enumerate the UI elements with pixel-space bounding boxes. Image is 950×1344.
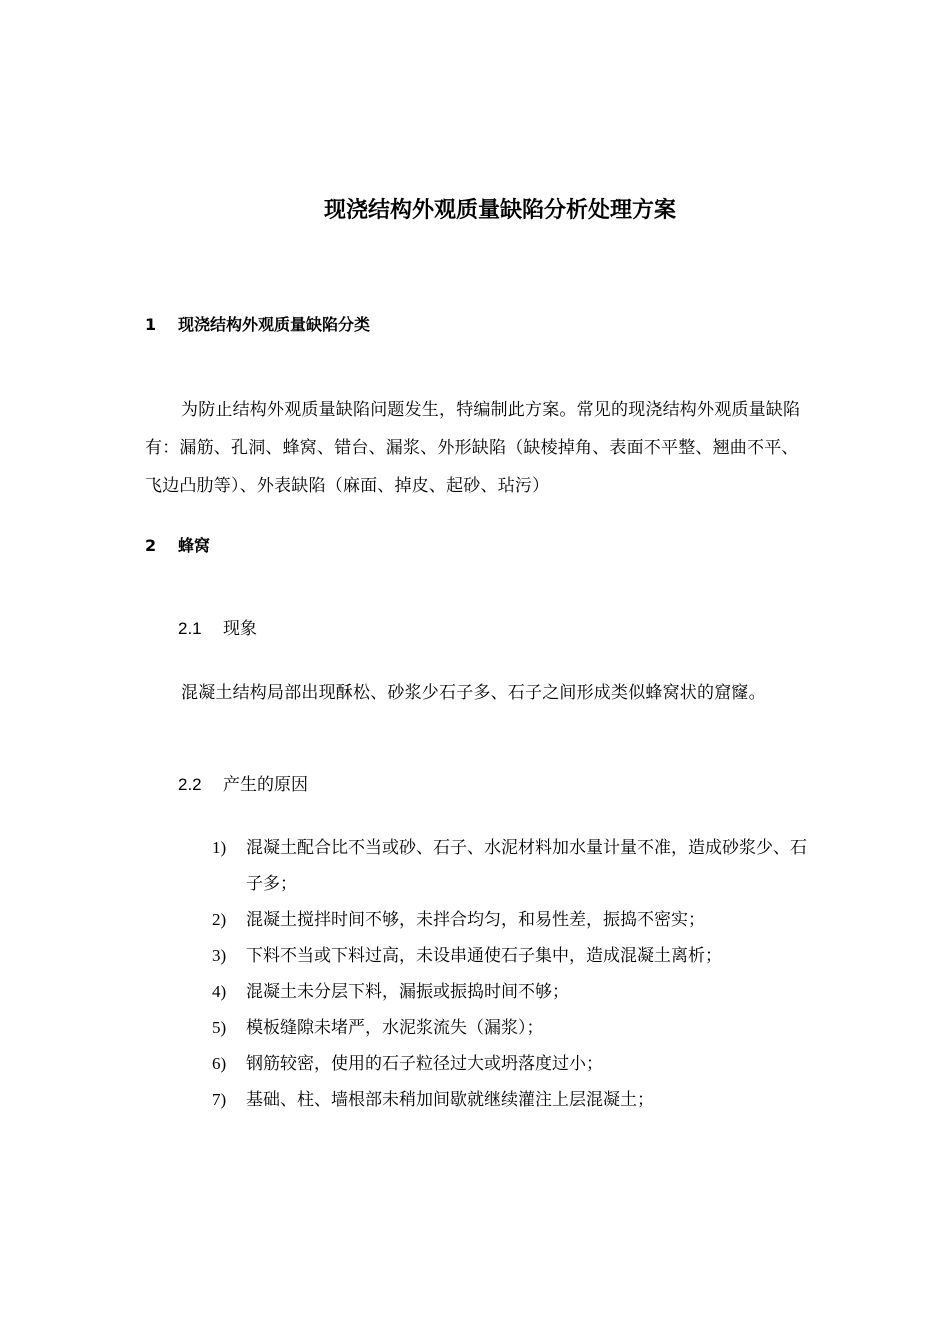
list-item-text: 基础、柱、墙根部未稍加间歇就继续灌注上层混凝土；: [246, 1090, 654, 1110]
list-item: [212, 938, 812, 974]
list-item: [212, 1010, 812, 1046]
list-item: [212, 1046, 812, 1082]
list-item-marker: 5): [212, 1018, 227, 1037]
list-item-text: 钢筋较密，使用的石子粒径过大或坍落度过小；: [246, 1054, 603, 1074]
section-1-paragraph: 为防止结构外观质量缺陷问题发生，特编制此方案。常见的现浇结构外观质量缺陷有：漏筋、孔洞、蜂窝、错台、漏浆、外形缺陷（缺棱掉角、表面不平整、翘曲不平、飞边凸肋等）、外表缺陷（麻面、掉皮、起砂、玷污）: [145, 400, 801, 496]
list-item-marker: 3): [212, 946, 227, 965]
list-item-text: 混凝土配合比不当或砂、石子、水泥材料加水量计量不准，造成砂浆少、石子多；: [246, 838, 807, 894]
list-item: [212, 974, 812, 1010]
list-item-text: 下料不当或下料过高，未设串通使石子集中，造成混凝土离析；: [246, 946, 722, 966]
list-item-marker: 2): [212, 910, 227, 929]
subsection-2-2-title: 产生的原因: [223, 775, 308, 795]
subsection-2-2-heading: [178, 773, 308, 797]
section-2-title: 蜂窝: [178, 536, 211, 555]
section-1-heading: [145, 313, 370, 337]
list-item: [212, 830, 812, 902]
causes-list: [212, 830, 812, 1118]
subsection-2-1-number: 2.1: [178, 619, 202, 638]
list-item: [212, 902, 812, 938]
section-1-title: 现浇结构外观质量缺陷分类: [178, 315, 371, 334]
section-2-heading: [145, 534, 210, 558]
subsection-2-1-paragraph: 混凝土结构局部出现酥松、砂浆少石子多、石子之间形成类似蜂窝状的窟窿。: [181, 683, 766, 703]
list-item-marker: 4): [212, 982, 227, 1001]
subsection-2-1-heading: [178, 617, 257, 641]
document-title: 现浇结构外观质量缺陷分析处理方案: [323, 198, 676, 223]
list-item-text: 混凝土搅拌时间不够，未拌合均匀，和易性差，振捣不密实；: [246, 910, 705, 930]
list-item-text: 模板缝隙未堵严，水泥浆流失（漏浆）；: [246, 1018, 544, 1038]
subsection-2-2-number: 2.2: [178, 775, 202, 794]
list-item: [212, 1082, 812, 1118]
list-item-marker: 1): [212, 838, 227, 857]
list-item-marker: 6): [212, 1054, 227, 1073]
section-1-number: 1: [145, 315, 157, 334]
list-item-marker: 7): [212, 1090, 227, 1109]
subsection-2-1-title: 现象: [223, 619, 257, 639]
section-2-number: 2: [145, 536, 157, 555]
list-item-text: 混凝土未分层下料，漏振或振捣时间不够；: [246, 982, 569, 1002]
